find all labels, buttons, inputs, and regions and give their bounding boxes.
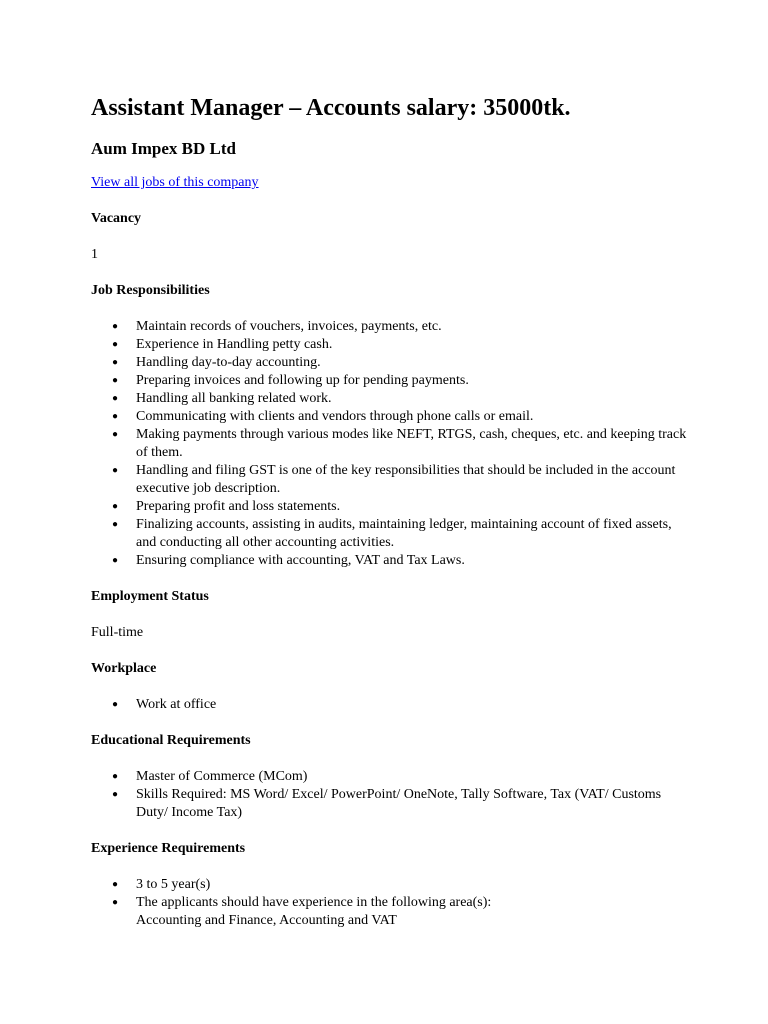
- vacancy-value: 1: [91, 247, 98, 262]
- list-item-text: Preparing profit and loss statements.: [136, 499, 341, 514]
- list-item: [112, 336, 691, 354]
- list-item-text: Finalizing accounts, assisting in audits, maintaining ledger, maintaining account of fixed assets, and conducting all other accounting activities.: [136, 517, 672, 550]
- list-item-text: Work at office: [136, 697, 217, 712]
- list-item-text: Handling and filing GST is one of the key responsibilities that should be included in the account executive job description.: [136, 463, 676, 496]
- experience-heading: Experience Requirements: [91, 841, 246, 856]
- workplace-list: [91, 696, 691, 714]
- experience-list: [91, 876, 691, 930]
- bullet-icon: ●: [112, 897, 119, 908]
- list-item: [112, 516, 691, 552]
- list-item-text: Ensuring compliance with accounting, VAT and Tax Laws.: [136, 553, 465, 568]
- view-all-jobs-link[interactable]: View all jobs of this company: [91, 175, 259, 190]
- bullet-icon: ●: [112, 789, 119, 800]
- list-item-text: Handling all banking related work.: [136, 391, 332, 406]
- list-item-text: Skills Required: MS Word/ Excel/ PowerPoint/ OneNote, Tally Software, Tax (VAT/ Customs Duty/ Income Tax): [136, 787, 662, 820]
- list-item-text: Communicating with clients and vendors through phone calls or email.: [136, 409, 534, 424]
- bullet-icon: ●: [112, 501, 119, 512]
- bullet-icon: ●: [112, 429, 119, 440]
- list-item-text: 3 to 5 year(s): [136, 877, 211, 892]
- list-item-text: Maintain records of vouchers, invoices, payments, etc.: [136, 319, 442, 334]
- vacancy-heading: Vacancy: [91, 211, 142, 226]
- list-item-text: Preparing invoices and following up for pending payments.: [136, 373, 469, 388]
- list-item: [112, 462, 691, 498]
- bullet-icon: ●: [112, 879, 119, 890]
- bullet-icon: ●: [112, 519, 119, 530]
- list-item-text: Master of Commerce (MCom): [136, 769, 308, 784]
- list-item: [112, 372, 691, 390]
- bullet-icon: ●: [112, 411, 119, 422]
- bullet-icon: ●: [112, 771, 119, 782]
- list-item: [112, 354, 691, 372]
- experience-areas-intro: The applicants should have experience in the following area(s):: [136, 895, 492, 910]
- bullet-icon: ●: [112, 465, 119, 476]
- job-posting: [91, 92, 691, 930]
- employment-status-heading: Employment Status: [91, 589, 209, 604]
- list-item: [112, 390, 691, 408]
- education-list: [91, 768, 691, 822]
- bullet-icon: ●: [112, 357, 119, 368]
- list-item: [112, 768, 691, 786]
- list-item-text: Making payments through various modes like NEFT, RTGS, cash, cheques, etc. and keeping track of them.: [136, 427, 687, 460]
- bullet-icon: ●: [112, 393, 119, 404]
- list-item: [112, 894, 691, 930]
- bullet-icon: ●: [112, 375, 119, 386]
- list-item: [112, 498, 691, 516]
- job-title: Assistant Manager – Accounts salary: 35000tk.: [91, 95, 571, 121]
- responsibilities-list: [91, 318, 691, 570]
- list-item-text: Handling day-to-day accounting.: [136, 355, 321, 370]
- employment-status-value: Full-time: [91, 625, 144, 640]
- list-item: [112, 318, 691, 336]
- list-item: [112, 426, 691, 462]
- responsibilities-heading: Job Responsibilities: [91, 283, 210, 298]
- list-item: [112, 696, 691, 714]
- education-heading: Educational Requirements: [91, 733, 251, 748]
- bullet-icon: ●: [112, 339, 119, 350]
- company-name: Aum Impex BD Ltd: [91, 139, 236, 158]
- list-item: [112, 408, 691, 426]
- bullet-icon: ●: [112, 699, 119, 710]
- list-item-text: Experience in Handling petty cash.: [136, 337, 333, 352]
- list-item: [112, 876, 691, 894]
- bullet-icon: ●: [112, 321, 119, 332]
- workplace-heading: Workplace: [91, 661, 157, 676]
- list-item: [112, 786, 691, 822]
- experience-areas: Accounting and Finance, Accounting and VAT: [136, 913, 397, 928]
- bullet-icon: ●: [112, 555, 119, 566]
- list-item: [112, 552, 691, 570]
